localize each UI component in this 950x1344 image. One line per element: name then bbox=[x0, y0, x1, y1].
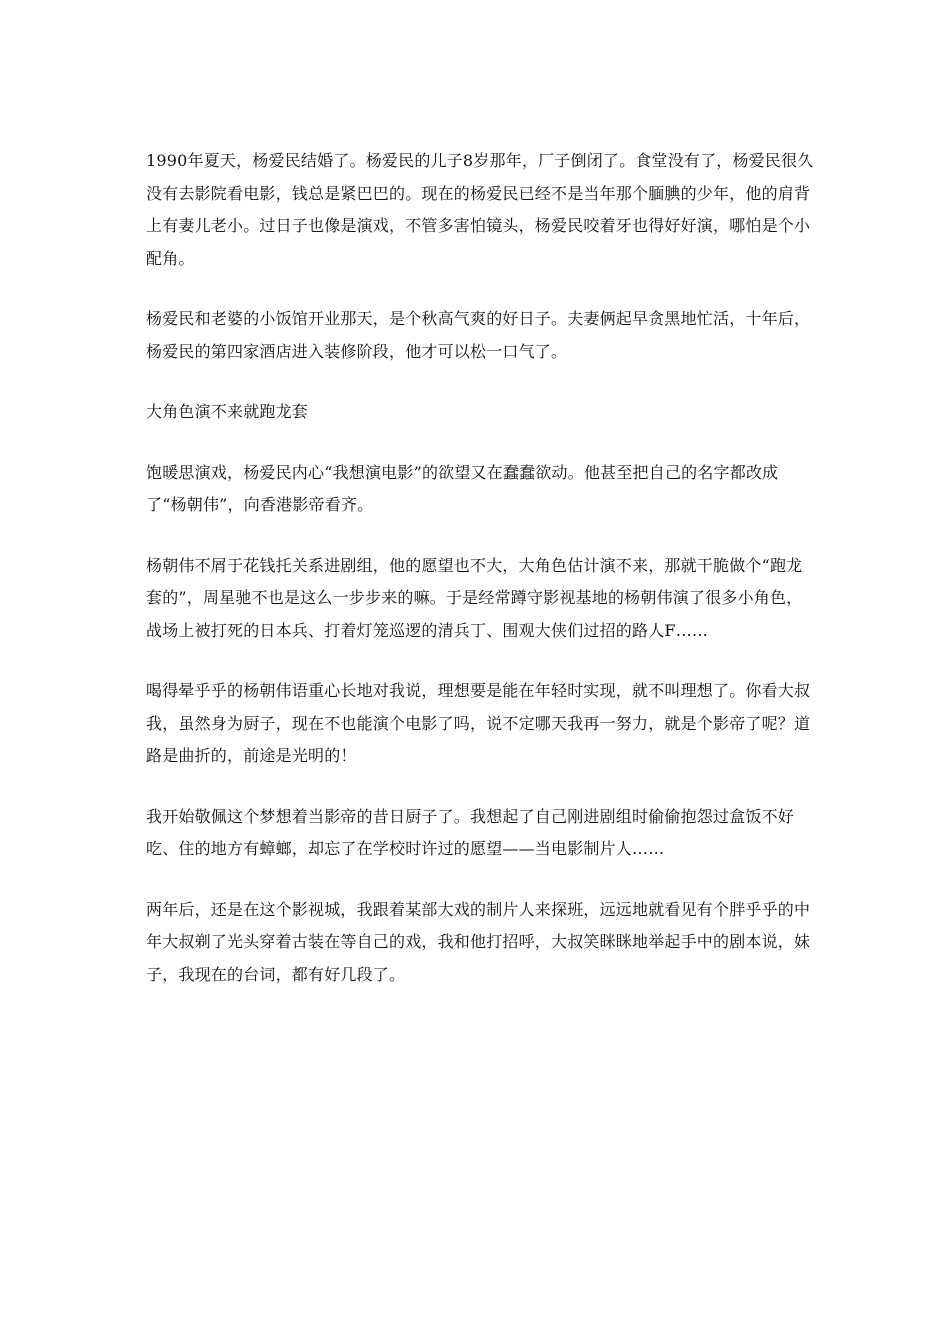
paragraph-1: 1990年夏天，杨爱民结婚了。杨爱民的儿子8岁那年，厂子倒闭了。食堂没有了，杨爱民很久没有去影院看电影，钱总是紧巴巴的。现在的杨爱民已经不是当年那个腼腆的少年，他的肩背上有妻儿老小。过日子也像是演戏，不管多害怕镜头，杨爱民咬着牙也得好好演，哪怕是个小配角。 bbox=[146, 151, 814, 268]
section-heading: 大角色演不来就跑龙套 bbox=[146, 402, 309, 421]
paragraph-5: 喝得晕乎乎的杨朝伟语重心长地对我说，理想要是能在年轻时实现，就不叫理想了。你看大叔我，虽然身为厨子，现在不也能演个电影了吗，说不定哪天我再一努力，就是个影帝了呢？道路是曲折的，前途是光明的！ bbox=[146, 681, 811, 765]
paragraph-6: 我开始敬佩这个梦想着当影帝的昔日厨子了。我想起了自己刚进剧组时偷偷抱怨过盒饭不好吃、住的地方有蟑螂，却忘了在学校时许过的愿望——当电影制片人…… bbox=[146, 806, 795, 858]
paragraph-2: 杨爱民和老婆的小饭馆开业那天，是个秋高气爽的好日子。夫妻俩起早贪黑地忙活，十年后，杨爱民的第四家酒店进入装修阶段，他才可以松一口气了。 bbox=[146, 309, 811, 361]
paragraph-3: 饱暖思演戏，杨爱民内心“我想演电影”的欲望又在蠢蠢欲动。他甚至把自己的名字都改成了“杨朝伟”，向香港影帝看齐。 bbox=[146, 462, 779, 514]
paragraph-7: 两年后，还是在这个影视城，我跟着某部大戏的制片人来探班，远远地就看见有个胖乎乎的中年大叔剃了光头穿着古装在等自己的戏，我和他打招呼，大叔笑眯眯地举起手中的剧本说，妹子，我现在的台词，都有好几段了。 bbox=[146, 899, 811, 984]
document-body bbox=[146, 145, 818, 1019]
paragraph-4: 杨朝伟不屑于花钱托关系进剧组，他的愿望也不大，大角色估计演不来，那就干脆做个“跑龙套的”，周星驰不也是这么一步步来的嘛。于是经常蹲守影视基地的杨朝伟演了很多小角色，战场上被打死的日本兵、打着灯笼巡逻的清兵丁、围观大侠们过招的路人F…… bbox=[146, 555, 803, 640]
